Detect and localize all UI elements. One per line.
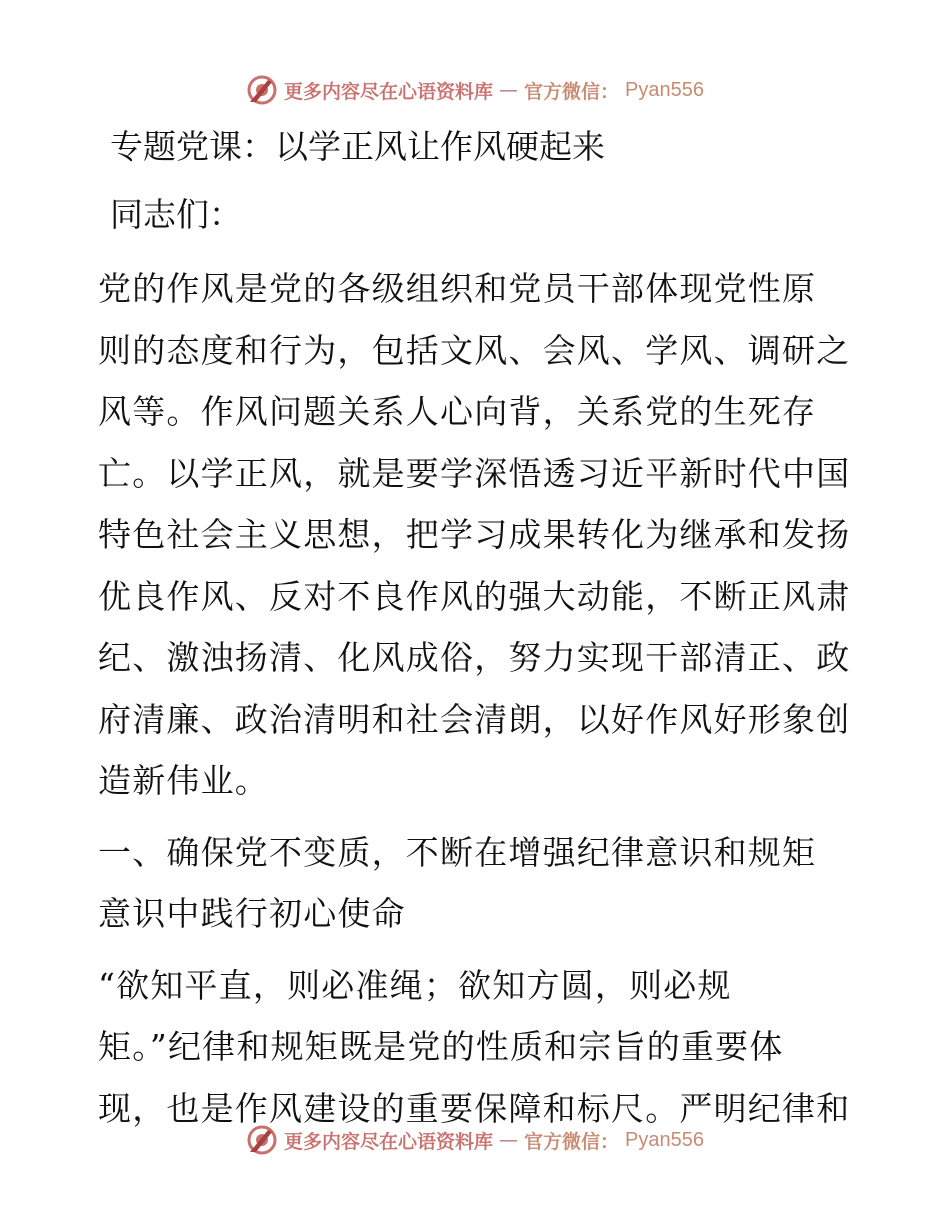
paragraph-line: 党的作风是党的各级组织和党员干部体现党性原 (98, 269, 817, 308)
heading-line: 一、确保党不变质，不断在增强纪律意识和规矩 (98, 832, 817, 872)
paragraph-1 (98, 258, 858, 812)
watermark-separator: — (499, 1129, 519, 1151)
watermark-footer (0, 1120, 950, 1160)
paragraph-line: “欲知平直，则必准绳；欲知方圆，则必规 (98, 965, 732, 1005)
paragraph-line: 风等。作风问题关系人心向背，关系党的生死存 (98, 392, 817, 431)
paragraph-line: 府清廉、政治清明和社会清朗，以好作风好形象创 (98, 699, 851, 739)
heading-line: 意识中践行初心使命 (98, 894, 406, 933)
watermark-brand-text: 更多内容尽在心语资料库 (284, 80, 494, 103)
watermark-separator: — (499, 79, 519, 101)
greeting: 同志们： (110, 195, 242, 234)
paragraph-line: 亡。以学正风，就是要学深悟透习近平新时代中国 (98, 453, 851, 493)
paragraph-line: 特色社会主义思想，把学习成果转化为继承和发扬 (98, 515, 851, 554)
paragraph-line: 现，也是作风建设的重要保障和标尺。严明纪律和 (98, 1088, 851, 1128)
paragraph-line: 纪、激浊扬清、化风成俗，努力实现干部清正、政 (98, 638, 851, 677)
paragraph-line: 造新伟业。 (98, 761, 269, 800)
document-title: 专题党课：以学正风让作风硬起来 (110, 127, 605, 166)
watermark-header (0, 70, 950, 110)
section-heading-1 (98, 822, 858, 945)
paragraph-line: 优良作风、反对不良作风的强大动能，不断正风肃 (98, 576, 851, 616)
document-body (98, 118, 858, 1139)
quill-seal-logo-icon (246, 1124, 278, 1156)
watermark-official-label: 官方微信： (524, 80, 620, 103)
watermark-brand-text: 更多内容尽在心语资料库 (284, 1130, 494, 1153)
paragraph-line: 矩。”纪律和规矩既是党的性质和宗旨的重要体 (98, 1027, 784, 1066)
quill-seal-logo-icon (246, 74, 278, 106)
watermark-wechat-id: Pyan556 (625, 1128, 704, 1151)
paragraph-2 (98, 955, 858, 1140)
watermark-wechat-id: Pyan556 (625, 78, 704, 101)
paragraph-line: 则的态度和行为，包括文风、会风、学风、调研之 (98, 330, 851, 370)
watermark-official-label: 官方微信： (524, 1130, 620, 1153)
